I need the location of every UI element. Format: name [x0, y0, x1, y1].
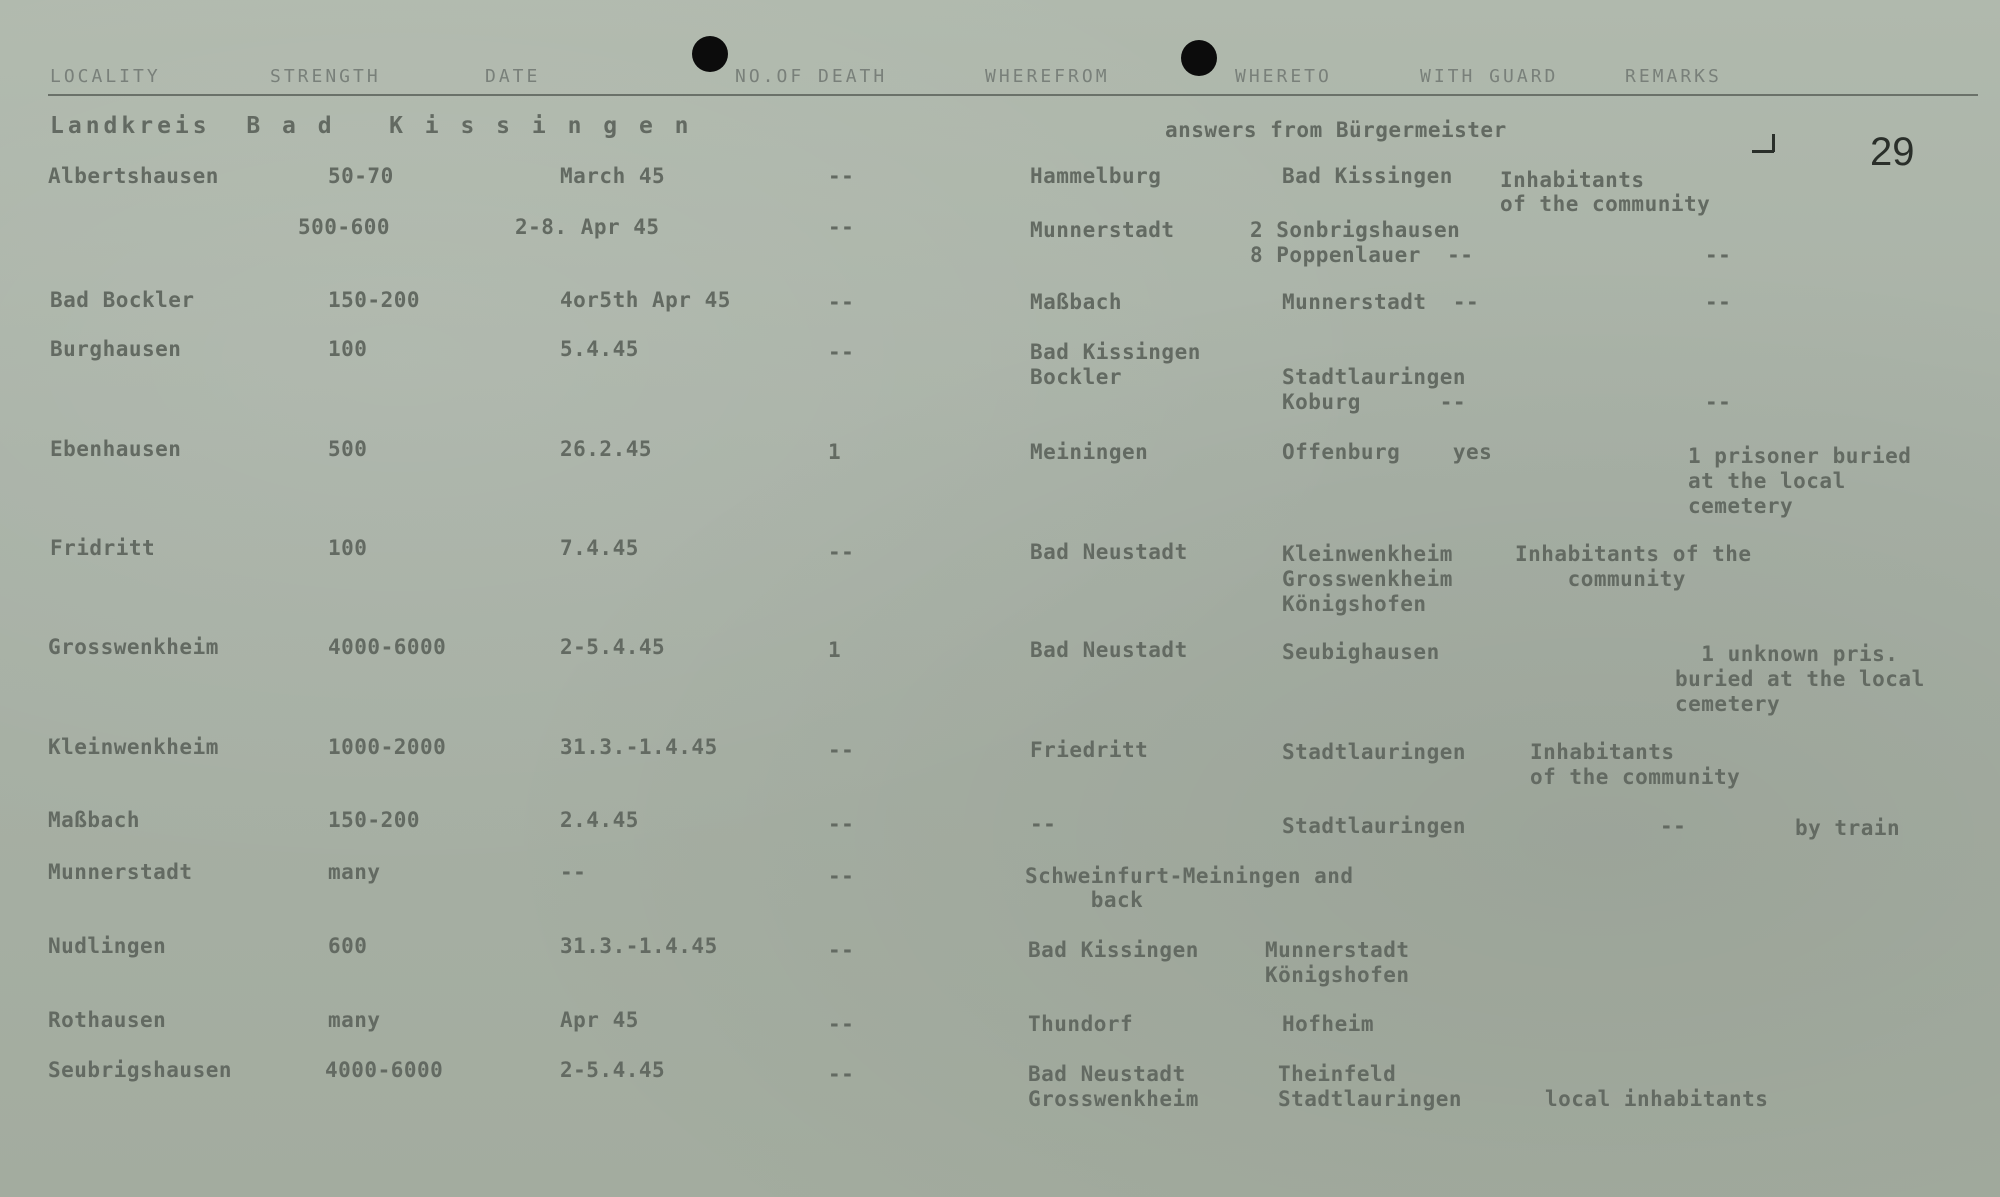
- row-from: Friedritt: [1030, 738, 1149, 762]
- handwritten-mark: [1752, 150, 1774, 153]
- row-strength: 150-200: [328, 288, 421, 312]
- row-to: Stadtlauringen: [1282, 814, 1467, 838]
- header-to: WHERETO: [1235, 66, 1332, 87]
- row-strength: 50-70: [328, 164, 394, 188]
- row-date: Apr 45: [560, 1008, 639, 1032]
- page-number: 29: [1870, 130, 1915, 174]
- row-guard: Inhabitants of the community: [1515, 542, 1752, 591]
- row-date: 2-5.4.45: [560, 1058, 666, 1082]
- row-date: 26.2.45: [560, 437, 653, 461]
- row-date: 2-8. Apr 45: [515, 215, 660, 239]
- row-remarks: 1 unknown pris. buried at the local cemetery: [1675, 642, 1925, 716]
- header-guards: WITH GUARD: [1420, 66, 1559, 87]
- row-deaths: --: [828, 938, 855, 962]
- row-deaths: --: [828, 812, 855, 836]
- row-locality: Seubrigshausen: [48, 1058, 233, 1082]
- row-from: Bad Neustadt Grosswenkheim: [1028, 1062, 1199, 1111]
- row-strength: 100: [328, 337, 368, 361]
- row-date: 2.4.45: [560, 808, 639, 832]
- row-date: 5.4.45: [560, 337, 639, 361]
- row-date: 31.3.-1.4.45: [560, 735, 718, 759]
- source-note: answers from Bürgermeister: [1165, 118, 1507, 142]
- row-to: Bad Kissingen: [1282, 164, 1453, 188]
- row-strength: 150-200: [328, 808, 421, 832]
- row-remarks: by train: [1795, 816, 1901, 840]
- row-date: 4or5th Apr 45: [560, 288, 731, 312]
- row-locality: Burghausen: [50, 337, 182, 361]
- row-from: Bad Kissingen: [1028, 938, 1199, 962]
- header-from: WHEREFROM: [985, 66, 1110, 87]
- row-remarks: --: [1705, 290, 1732, 314]
- row-locality: Nudlingen: [48, 934, 167, 958]
- column-header-row: [0, 66, 2000, 92]
- row-to: 2 Sonbrigshausen 8 Poppenlauer --: [1250, 218, 1474, 267]
- row-locality: Ebenhausen: [50, 437, 182, 461]
- handwritten-mark: [1772, 134, 1775, 152]
- row-strength: 500: [328, 437, 368, 461]
- row-deaths: --: [828, 290, 855, 314]
- row-to: Munnerstadt --: [1282, 290, 1480, 314]
- row-deaths: --: [828, 164, 855, 188]
- header-remarks: REMARKS: [1625, 66, 1722, 87]
- row-to: Hofheim: [1282, 1012, 1375, 1036]
- row-from: Maßbach: [1030, 290, 1123, 314]
- row-to: Offenburg yes: [1282, 440, 1493, 464]
- row-to: Stadtlauringen Koburg --: [1282, 365, 1467, 414]
- row-from: --: [1030, 812, 1057, 836]
- row-strength: 4000-6000: [325, 1058, 444, 1082]
- header-locality: LOCALITY: [50, 66, 161, 87]
- row-date: --: [560, 860, 587, 884]
- row-strength: 600: [328, 934, 368, 958]
- row-deaths: --: [828, 738, 855, 762]
- row-strength: 4000-6000: [328, 635, 447, 659]
- row-strength: 1000-2000: [328, 735, 447, 759]
- row-remarks: --: [1705, 243, 1732, 267]
- header-deaths: NO.OF DEATH: [735, 66, 888, 87]
- row-deaths: 1: [828, 638, 842, 662]
- row-guard: --: [1660, 814, 1687, 838]
- row-remarks: --: [1705, 390, 1732, 414]
- row-guard: local inhabitants: [1545, 1087, 1769, 1111]
- row-date: 7.4.45: [560, 536, 639, 560]
- row-to: Stadtlauringen: [1282, 740, 1467, 764]
- row-deaths: --: [828, 864, 855, 888]
- row-locality: Fridritt: [50, 536, 156, 560]
- row-to: Seubighausen: [1282, 640, 1440, 664]
- header-date: DATE: [485, 66, 541, 87]
- district-title: Landkreis B a d K i s s i n g e n: [50, 113, 693, 139]
- row-from: Hammelburg: [1030, 164, 1162, 188]
- header-rule: [48, 94, 1978, 96]
- row-strength: many: [328, 1008, 381, 1032]
- row-from: Meiningen: [1030, 440, 1149, 464]
- row-deaths: --: [828, 1012, 855, 1036]
- row-from: Bad Neustadt: [1030, 638, 1188, 662]
- header-strength: STRENGTH: [270, 66, 381, 87]
- row-from: Munnerstadt: [1030, 218, 1175, 242]
- row-locality: Kleinwenkheim: [48, 735, 219, 759]
- row-locality: Rothausen: [48, 1008, 167, 1032]
- row-locality: Grosswenkheim: [48, 635, 219, 659]
- row-remarks: 1 prisoner buried at the local cemetery: [1688, 444, 1912, 518]
- row-deaths: --: [828, 1062, 855, 1086]
- row-date: March 45: [560, 164, 666, 188]
- row-strength: 100: [328, 536, 368, 560]
- row-date: 2-5.4.45: [560, 635, 666, 659]
- row-locality: Munnerstadt: [48, 860, 193, 884]
- row-from: Schweinfurt-Meiningen and back: [1025, 864, 1354, 912]
- row-guard: Inhabitants of the community: [1500, 168, 1711, 216]
- row-date: 31.3.-1.4.45: [560, 934, 718, 958]
- row-from: Bad Kissingen Bockler: [1030, 340, 1201, 389]
- row-strength: many: [328, 860, 381, 884]
- row-from: Bad Neustadt: [1030, 540, 1188, 564]
- row-locality: Albertshausen: [48, 164, 219, 188]
- row-deaths: --: [828, 340, 855, 364]
- row-to: Kleinwenkheim Grosswenkheim Königshofen: [1282, 542, 1453, 616]
- row-to: Munnerstadt Königshofen: [1265, 938, 1410, 987]
- row-guard: Inhabitants of the community: [1530, 740, 1741, 789]
- row-locality: Bad Bockler: [50, 288, 195, 312]
- row-from: Thundorf: [1028, 1012, 1134, 1036]
- row-strength: 500-600: [298, 215, 391, 239]
- row-deaths: --: [828, 540, 855, 564]
- row-deaths: 1: [828, 440, 842, 464]
- row-deaths: --: [828, 215, 855, 239]
- row-locality: Maßbach: [48, 808, 141, 832]
- row-to: Theinfeld Stadtlauringen: [1278, 1062, 1463, 1111]
